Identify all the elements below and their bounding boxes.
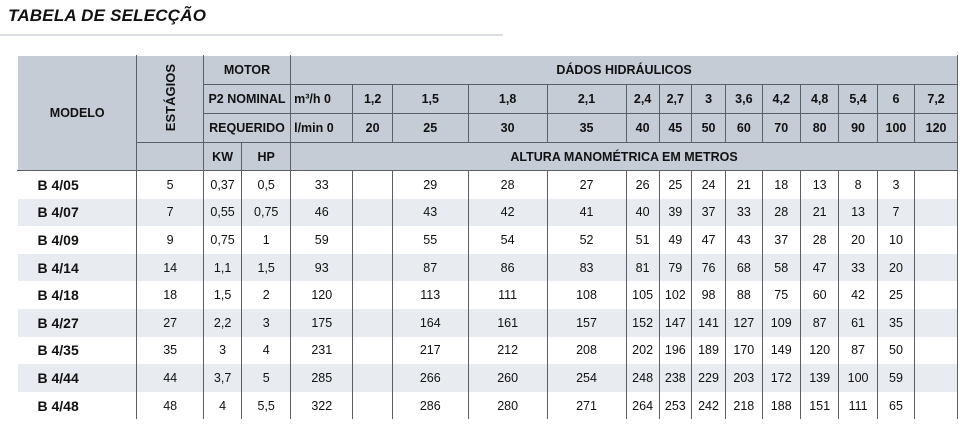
header-flow-lmin: 45 [659,114,691,143]
head-cell [915,199,958,227]
head-cell [353,226,392,254]
head-cell: 47 [691,226,725,254]
head-cell: 33 [839,254,877,282]
kw-cell: 1,5 [203,281,241,309]
table-row [18,281,958,309]
hp-cell: 1,5 [242,254,291,282]
header-p2-nominal: P2 NOMINAL [203,85,290,114]
stages-cell: 9 [137,226,203,254]
head-cell: 50 [877,337,914,365]
head-cell: 59 [877,364,914,392]
header-flow-m3h: 1,2 [353,85,392,114]
head-cell: 151 [800,392,838,420]
head-cell: 280 [468,392,547,420]
hp-cell: 2 [242,281,291,309]
head-cell [353,254,392,282]
head-cell: 88 [726,281,762,309]
head-cell: 58 [762,254,800,282]
header-flow-lmin: 80 [800,114,838,143]
head-cell: 161 [468,309,547,337]
model-cell: B 4/18 [18,281,137,309]
head-cell: 149 [762,337,800,365]
header-flow-m3h: 6 [877,85,914,114]
stages-cell: 48 [137,392,203,420]
head-cell: 27 [547,171,626,199]
header-flow-lmin: 50 [691,114,725,143]
head-cell: 260 [468,364,547,392]
head-cell [915,337,958,365]
header-flow-m3h: 1,5 [392,85,468,114]
header-estagios-spacer [137,143,203,171]
head-cell: 24 [691,171,725,199]
head-cell [915,392,958,420]
model-cell: B 4/14 [18,254,137,282]
head-cell: 83 [547,254,626,282]
head-cell: 33 [726,199,762,227]
head-cell: 170 [726,337,762,365]
header-modelo: MODELO [18,56,137,171]
header-flow-m3h: 7,2 [915,85,958,114]
head-cell: 111 [839,392,877,420]
stages-cell: 44 [137,364,203,392]
head-cell: 208 [547,337,626,365]
hp-cell: 5,5 [242,392,291,420]
head-cell: 238 [659,364,691,392]
model-cell: B 4/05 [18,171,137,199]
title-divider [0,34,503,36]
head-cell: 218 [726,392,762,420]
head-cell [353,392,392,420]
head-cell: 21 [800,199,838,227]
model-cell: B 4/07 [18,199,137,227]
head-cell [915,309,958,337]
head-cell: 120 [800,337,838,365]
head-cell: 113 [392,281,468,309]
model-cell: B 4/35 [18,337,137,365]
head-cell: 109 [762,309,800,337]
head-cell: 68 [726,254,762,282]
head-cell: 86 [468,254,547,282]
header-flow-lmin: 100 [877,114,914,143]
head-cell: 87 [839,337,877,365]
head-cell [353,364,392,392]
head-cell: 29 [392,171,468,199]
table-row [18,309,958,337]
head-cell: 25 [659,171,691,199]
table-row [18,226,958,254]
head-cell [915,254,958,282]
hp-cell: 0,75 [242,199,291,227]
kw-cell: 0,37 [203,171,241,199]
head-cell: 37 [762,226,800,254]
header-flow-lmin: 120 [915,114,958,143]
kw-cell: 3,7 [203,364,241,392]
head-cell: 13 [839,199,877,227]
head-cell: 43 [392,199,468,227]
header-requerido: REQUERIDO [203,114,290,143]
head-cell: 157 [547,309,626,337]
head-cell: 164 [392,309,468,337]
model-cell: B 4/27 [18,309,137,337]
head-cell: 98 [691,281,725,309]
kw-cell: 2,2 [203,309,241,337]
head-cell [915,281,958,309]
head-cell: 172 [762,364,800,392]
header-kw: KW [203,143,241,171]
head-cell: 147 [659,309,691,337]
head-at-zero-cell: 175 [291,309,353,337]
head-cell: 40 [626,199,659,227]
head-cell: 26 [626,171,659,199]
model-cell: B 4/48 [18,392,137,420]
head-cell: 188 [762,392,800,420]
head-cell: 100 [839,364,877,392]
head-at-zero-cell: 285 [291,364,353,392]
head-cell: 271 [547,392,626,420]
head-cell: 266 [392,364,468,392]
head-cell: 248 [626,364,659,392]
head-cell: 60 [800,281,838,309]
head-cell: 253 [659,392,691,420]
head-at-zero-cell: 120 [291,281,353,309]
head-cell [915,226,958,254]
head-cell: 87 [392,254,468,282]
header-flow-lmin: 20 [353,114,392,143]
head-at-zero-cell: 59 [291,226,353,254]
header-flow-m3h: 1,8 [468,85,547,114]
head-cell: 42 [468,199,547,227]
hp-cell: 4 [242,337,291,365]
head-cell: 49 [659,226,691,254]
head-at-zero-cell: 33 [291,171,353,199]
head-cell: 39 [659,199,691,227]
head-at-zero-cell: 46 [291,199,353,227]
head-cell: 139 [800,364,838,392]
head-cell: 127 [726,309,762,337]
kw-cell: 0,75 [203,226,241,254]
page-title: TABELA DE SELECÇÃO [8,6,207,25]
head-cell: 42 [839,281,877,309]
header-flow-m3h: 4,8 [800,85,838,114]
head-cell [353,281,392,309]
head-cell: 13 [800,171,838,199]
head-cell: 141 [691,309,725,337]
head-cell: 111 [468,281,547,309]
table-row [18,171,958,199]
table-row [18,337,958,365]
head-cell: 28 [468,171,547,199]
head-cell: 102 [659,281,691,309]
kw-cell: 3 [203,337,241,365]
table-row [18,392,958,420]
head-cell: 18 [762,171,800,199]
header-estagios [137,56,203,143]
head-at-zero-cell: 322 [291,392,353,420]
header-dados-hidraulicos: DÁDOS HIDRÁULICOS [291,56,958,85]
header-lmin-label: l/min 0 [291,114,353,143]
head-cell: 54 [468,226,547,254]
head-cell: 217 [392,337,468,365]
head-cell: 264 [626,392,659,420]
header-flow-lmin: 40 [626,114,659,143]
hp-cell: 0,5 [242,171,291,199]
head-cell: 51 [626,226,659,254]
head-cell: 242 [691,392,725,420]
header-flow-lmin: 25 [392,114,468,143]
stages-cell: 7 [137,199,203,227]
head-cell: 189 [691,337,725,365]
header-flow-m3h: 2,1 [547,85,626,114]
model-cell: B 4/44 [18,364,137,392]
head-cell: 3 [877,171,914,199]
header-estagios-label: ESTÁGIOS [162,63,178,132]
head-cell: 87 [800,309,838,337]
head-cell: 152 [626,309,659,337]
stages-cell: 35 [137,337,203,365]
head-cell: 55 [392,226,468,254]
head-cell: 21 [726,171,762,199]
table-body [18,171,958,420]
head-cell: 202 [626,337,659,365]
header-flow-lmin: 30 [468,114,547,143]
header-flow-m3h: 3,6 [726,85,762,114]
head-cell [353,309,392,337]
selection-table [17,55,958,419]
head-cell: 105 [626,281,659,309]
table-header [18,56,958,171]
header-m3h-label: m³/h 0 [291,85,353,114]
head-cell [353,171,392,199]
header-altura: ALTURA MANOMÉTRICA EM METROS [291,143,958,171]
header-flow-m3h: 3 [691,85,725,114]
head-cell: 79 [659,254,691,282]
head-cell: 25 [877,281,914,309]
table-row [18,254,958,282]
head-cell: 203 [726,364,762,392]
hp-cell: 5 [242,364,291,392]
head-cell: 47 [800,254,838,282]
header-flow-m3h: 2,7 [659,85,691,114]
stages-cell: 18 [137,281,203,309]
head-cell: 108 [547,281,626,309]
kw-cell: 0,55 [203,199,241,227]
table-row [18,199,958,227]
head-cell [915,171,958,199]
head-cell: 196 [659,337,691,365]
head-cell: 35 [877,309,914,337]
head-cell: 286 [392,392,468,420]
head-at-zero-cell: 231 [291,337,353,365]
header-flow-lmin: 70 [762,114,800,143]
head-cell: 20 [877,254,914,282]
header-flow-lmin: 90 [839,114,877,143]
head-cell: 41 [547,199,626,227]
header-motor: MOTOR [203,56,290,85]
head-cell: 254 [547,364,626,392]
head-cell: 20 [839,226,877,254]
head-cell [915,364,958,392]
head-cell [353,199,392,227]
head-cell: 76 [691,254,725,282]
header-flow-lmin: 60 [726,114,762,143]
header-flow-lmin: 35 [547,114,626,143]
hp-cell: 1 [242,226,291,254]
head-cell: 61 [839,309,877,337]
head-cell: 52 [547,226,626,254]
kw-cell: 1,1 [203,254,241,282]
head-cell: 75 [762,281,800,309]
head-cell: 8 [839,171,877,199]
head-cell: 37 [691,199,725,227]
table-row [18,364,958,392]
stages-cell: 5 [137,171,203,199]
stages-cell: 14 [137,254,203,282]
head-cell: 7 [877,199,914,227]
head-cell: 28 [800,226,838,254]
kw-cell: 4 [203,392,241,420]
head-cell: 10 [877,226,914,254]
hp-cell: 3 [242,309,291,337]
header-hp: HP [242,143,291,171]
header-flow-m3h: 5,4 [839,85,877,114]
head-at-zero-cell: 93 [291,254,353,282]
head-cell: 229 [691,364,725,392]
header-flow-m3h: 2,4 [626,85,659,114]
head-cell [353,337,392,365]
head-cell: 81 [626,254,659,282]
head-cell: 43 [726,226,762,254]
head-cell: 28 [762,199,800,227]
model-cell: B 4/09 [18,226,137,254]
header-flow-m3h: 4,2 [762,85,800,114]
stages-cell: 27 [137,309,203,337]
head-cell: 212 [468,337,547,365]
head-cell: 65 [877,392,914,420]
